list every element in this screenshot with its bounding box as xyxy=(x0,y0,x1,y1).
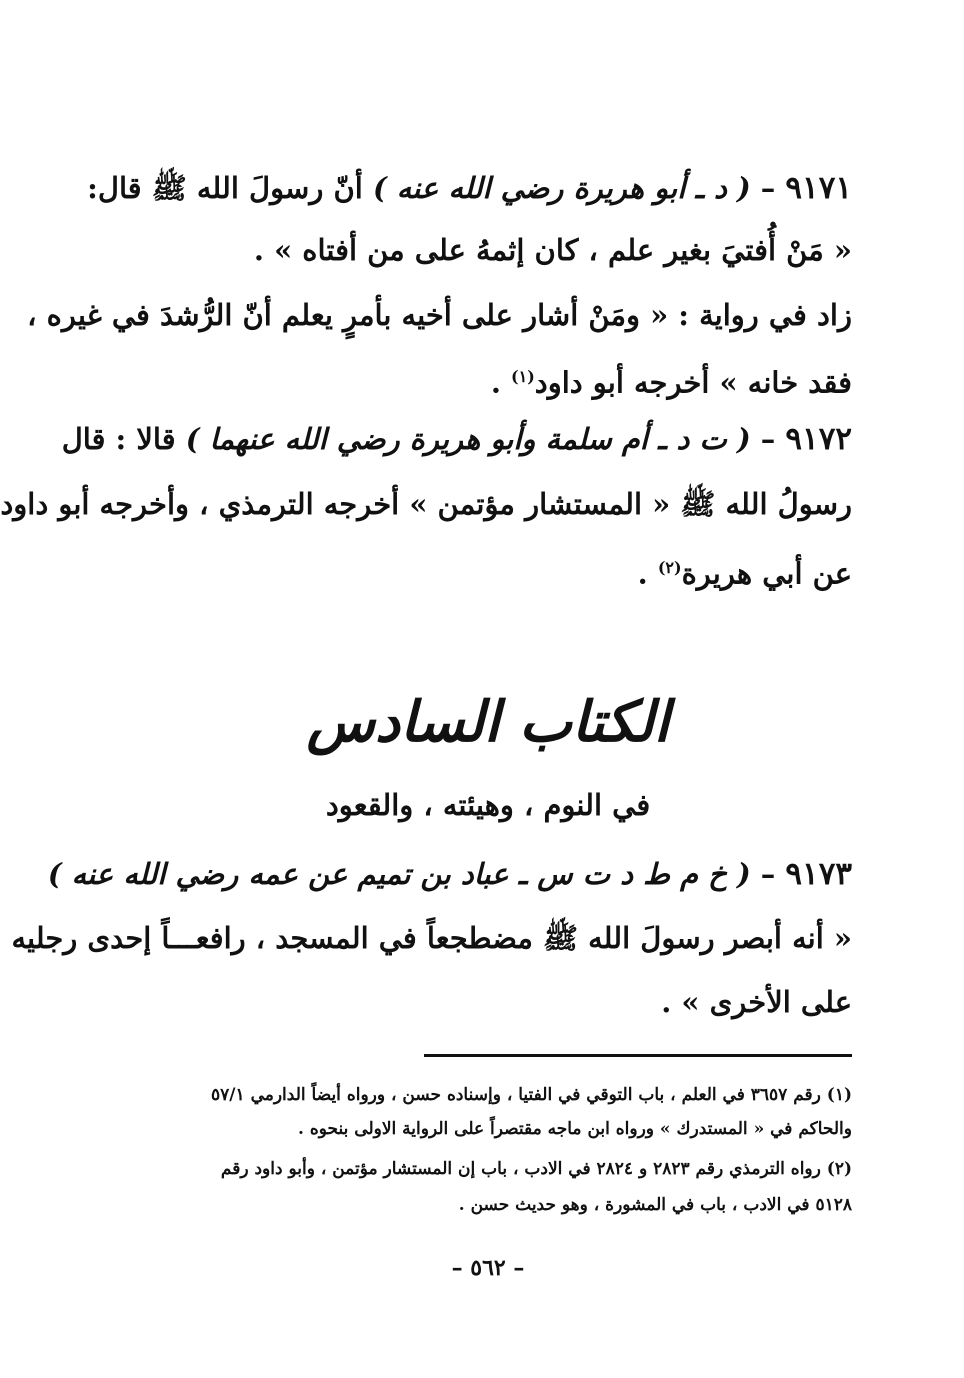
hadith-9172-line-1 xyxy=(61,407,852,471)
hadith-text: قالا : قال xyxy=(61,422,176,456)
hadith-source: ( خ م ط د ت س ـ عباد بن تميم عن عمه رضي الله عنه ) xyxy=(47,857,751,891)
hadith-text: فقد خانه » أخرجه أبو داود xyxy=(534,365,852,400)
hadith-number: ٩١٧٣ xyxy=(785,856,852,892)
hadith-text: على الأخرى » . xyxy=(661,985,852,1019)
footnote-mark-2: (٢) xyxy=(657,558,682,577)
hadith-9171-line-2 xyxy=(122,218,852,282)
hadith-text: عن أبي هريرة xyxy=(681,556,852,591)
page-number: – ٥٦٢ – xyxy=(451,1255,525,1281)
hadith-source: ( ت د ـ أم سلمة وأبو هريرة رضي الله عنهما ) xyxy=(185,422,751,456)
hadith-text: أنّ رسولَ الله ﷺ قال: xyxy=(87,171,363,205)
footnote-divider xyxy=(424,1054,852,1057)
hadith-9171-line-1 xyxy=(87,156,852,220)
footnote-mark-1: (١) xyxy=(511,367,535,386)
hadith-number: ٩١٧١ xyxy=(785,170,852,206)
hadith-9171-line-3 xyxy=(27,283,852,347)
hadith-9172-line-3 xyxy=(122,536,852,606)
hadith-9172-line-2 xyxy=(0,472,852,536)
footnote-1-line-1: (١) رقم ٣٦٥٧ في العلم ، باب التوقي في الفتيا ، وإسناده حسن ، ورواه أيضاً الدارمي ٥٧/١ xyxy=(211,1085,852,1105)
footnote-1-line-2: والحاكم في « المستدرك » ورواه ابن ماجه مقتصراً على الرواية الاولى بنحوه . xyxy=(298,1119,852,1139)
hadith-text: زاد في رواية : « ومَنْ أشار على أخيه بأمرٍ يعلم أنّ الرُّشدَ في غيره ، xyxy=(27,298,852,332)
footnote-2-line-2: ٥١٢٨ في الادب ، باب في المشورة ، وهو حديث حسن . xyxy=(458,1195,852,1215)
chapter-subtitle: في النوم ، وهيئته ، والقعود xyxy=(325,788,651,822)
hadith-text: رسولُ الله ﷺ « المستشار مؤتمن » أخرجه الترمذي ، وأخرجه أبو داود xyxy=(0,487,852,521)
hadith-dash: – xyxy=(750,171,786,205)
footnote-2-line-1: (٢) رواه الترمذي رقم ٢٨٢٣ و ٢٨٢٤ في الادب ، باب إن المستشار مؤتمن ، وأبو داود رقم xyxy=(220,1159,852,1179)
chapter-title: الكتاب السادس xyxy=(306,689,670,755)
hadith-dash: – xyxy=(750,422,786,456)
hadith-9171-line-4 xyxy=(122,345,852,415)
hadith-9173-line-1 xyxy=(47,842,852,906)
hadith-text: « أنه أبصر رسولَ الله ﷺ مضطجعاً في المسجد ، رافعـــاً إحدى رجليه xyxy=(11,921,852,955)
hadith-dash: – xyxy=(750,857,786,891)
hadith-end: . xyxy=(637,556,658,591)
hadith-9173-line-3 xyxy=(122,970,852,1034)
hadith-end: . xyxy=(490,365,512,400)
hadith-number: ٩١٧٢ xyxy=(785,421,852,457)
hadith-text: « مَنْ أُفتيَ بغير علم ، كان إثمهُ على من أفتاه » . xyxy=(253,233,852,267)
hadith-source: ( د ـ أبو هريرة رضي الله عنه ) xyxy=(372,171,751,205)
hadith-9173-line-2 xyxy=(11,906,852,970)
